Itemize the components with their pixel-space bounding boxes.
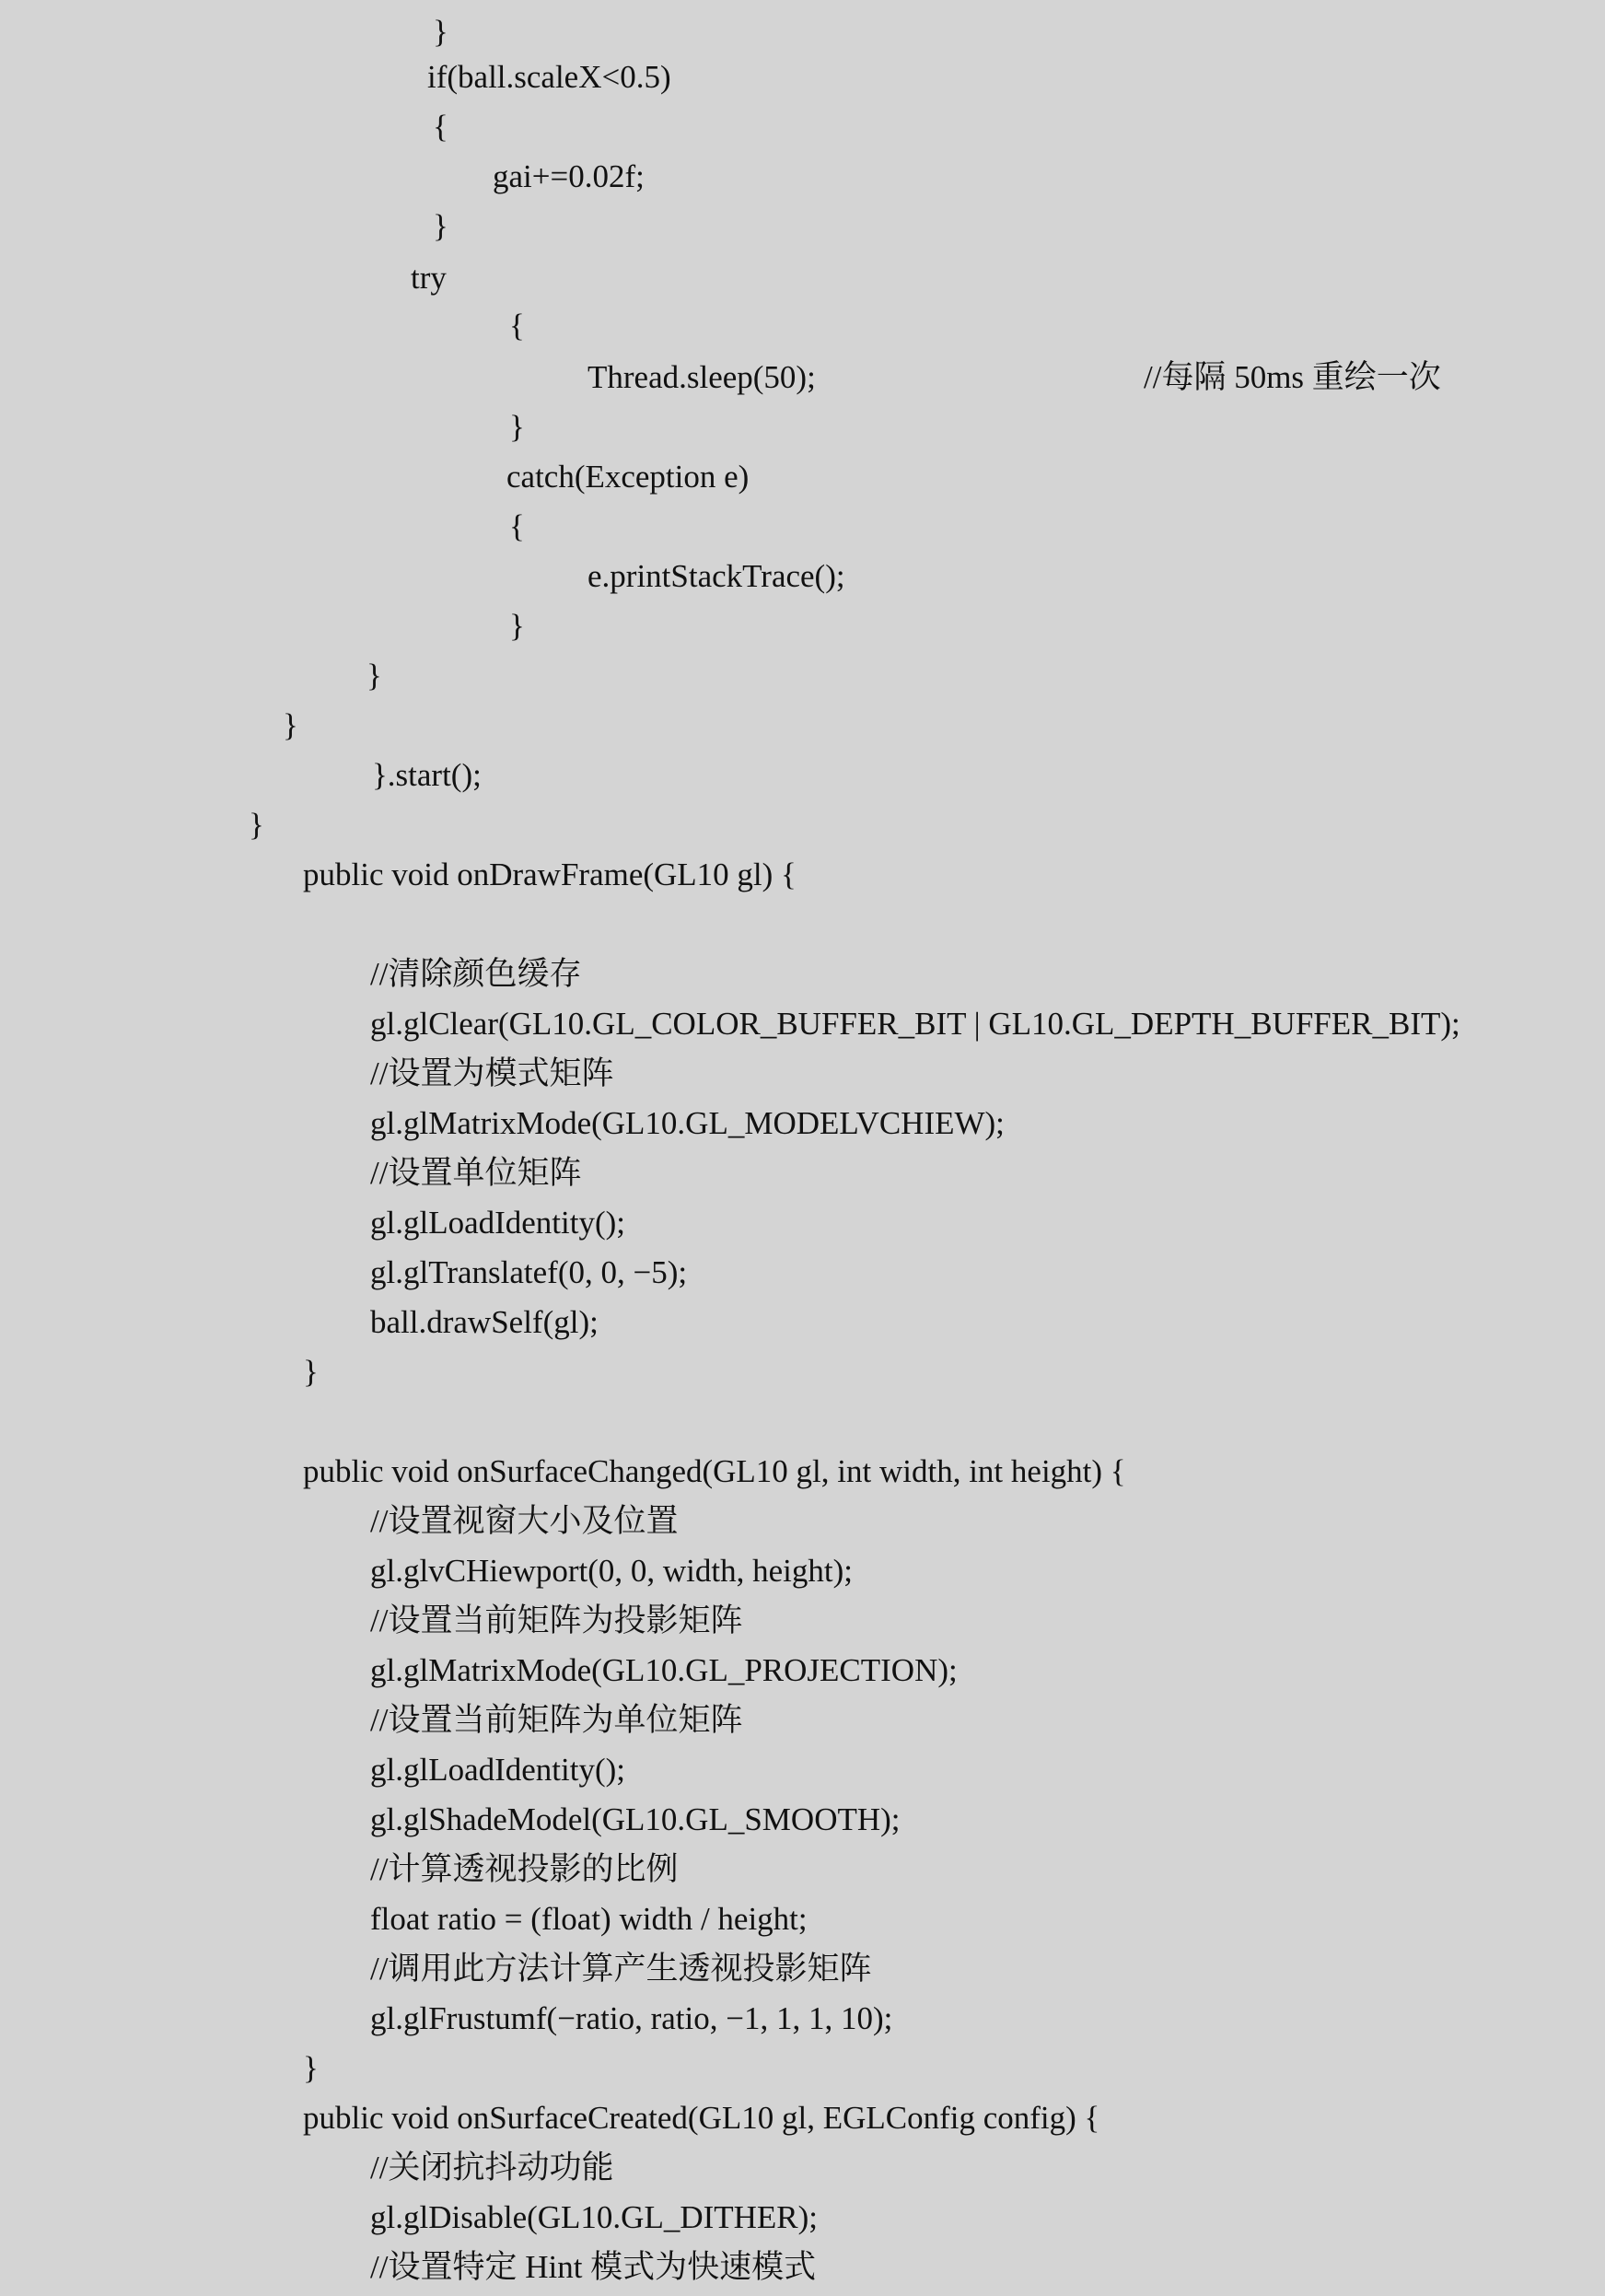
code-line: gl.glMatrixMode(GL10.GL_PROJECTION);: [370, 1652, 958, 1688]
code-line: public void onSurfaceChanged(GL10 gl, int width, int height) {: [303, 1453, 1126, 1489]
code-line: gl.glMatrixMode(GL10.GL_MODELVCHIEW);: [370, 1105, 1005, 1141]
code-line: ball.drawSelf(gl);: [370, 1304, 599, 1340]
code-line: gl.glShadeModel(GL10.GL_SMOOTH);: [370, 1801, 901, 1837]
code-line: gl.glFrustumf(−ratio, ratio, −1, 1, 1, 10);: [370, 2000, 893, 2036]
code-line: gl.glLoadIdentity();: [370, 1752, 626, 1788]
code-line: //设置当前矩阵为单位矩阵: [370, 1702, 743, 1738]
code-line: }: [249, 807, 264, 843]
code-line: //清除颜色缓存: [370, 956, 582, 992]
code-line: }.start();: [372, 757, 482, 793]
code-line: //设置单位矩阵: [370, 1155, 582, 1191]
code-line: {: [433, 109, 448, 145]
code-line: gl.glClear(GL10.GL_COLOR_BUFFER_BIT | GL10.GL_DEPTH_BUFFER_BIT);: [370, 1006, 1460, 1042]
code-line: }: [303, 1354, 319, 1390]
code-line: //设置特定 Hint 模式为快速模式: [370, 2249, 817, 2285]
code-line: //关闭抗抖动功能: [370, 2150, 614, 2185]
code-line: catch(Exception e): [506, 459, 750, 495]
code-line: //调用此方法计算产生透视投影矩阵: [370, 1951, 872, 1987]
code-line: //计算透视投影的比例: [370, 1851, 679, 1887]
code-line: //设置视窗大小及位置: [370, 1503, 679, 1539]
code-line: }: [303, 2050, 319, 2086]
code-line: gl.glTranslatef(0, 0, −5);: [370, 1254, 688, 1290]
code-line: //设置为模式矩阵: [370, 1055, 614, 1091]
code-line: public void onSurfaceCreated(GL10 gl, EGLConfig config) {: [303, 2100, 1100, 2136]
code-line: //设置当前矩阵为投影矩阵: [370, 1603, 743, 1638]
inline-comment: //每隔 50ms 重绘一次: [1144, 359, 1441, 395]
code-line: float ratio = (float) width / height;: [370, 1901, 808, 1937]
code-line: {: [509, 308, 525, 344]
code-line: gl.glvCHiewport(0, 0, width, height);: [370, 1553, 853, 1589]
code-line: gl.glLoadIdentity();: [370, 1205, 626, 1241]
code-line: {: [509, 508, 525, 544]
code-line: }: [283, 707, 298, 743]
code-line: e.printStackTrace();: [587, 558, 845, 594]
code-line: }: [433, 14, 448, 50]
code-line: }: [366, 658, 382, 693]
code-line: }: [433, 208, 448, 244]
code-line: }: [509, 608, 525, 644]
code-line: gl.glDisable(GL10.GL_DITHER);: [370, 2199, 819, 2235]
code-line: }: [509, 409, 525, 445]
code-line: if(ball.scaleX<0.5): [427, 59, 671, 95]
code-line: gai+=0.02f;: [493, 158, 645, 194]
code-line: public void onDrawFrame(GL10 gl) {: [303, 857, 797, 892]
code-line: try: [411, 260, 447, 296]
code-line: Thread.sleep(50);: [587, 359, 816, 395]
